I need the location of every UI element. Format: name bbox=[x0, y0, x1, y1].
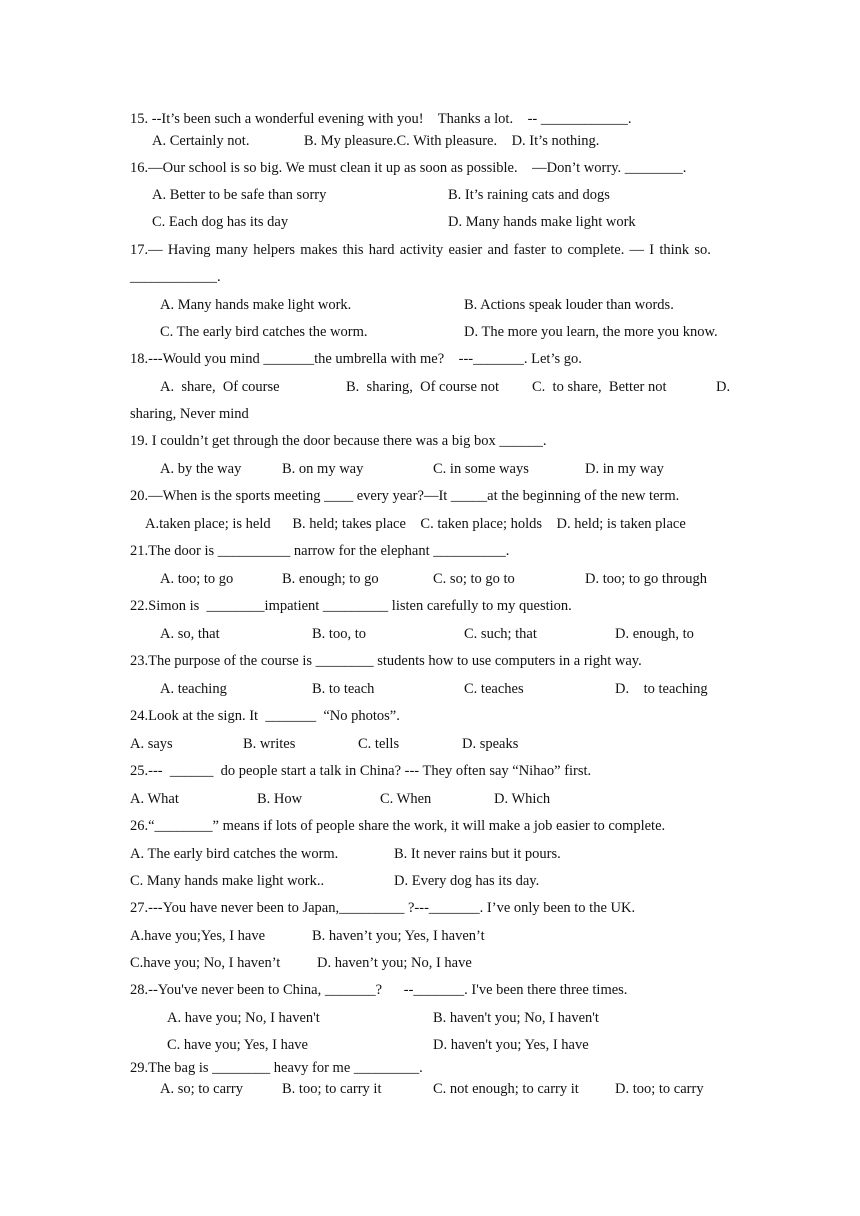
option-d: D. too; to carry bbox=[615, 1081, 704, 1097]
option-a: A. by the way bbox=[160, 461, 242, 477]
option-d: D. bbox=[716, 379, 731, 395]
option-a: A. Many hands make light work. bbox=[160, 297, 352, 313]
option-b: B. too, to bbox=[312, 626, 366, 642]
question-20: 20.—When is the sports meeting ____ every year?—It _____at the beginning of the new term. bbox=[130, 488, 680, 504]
option-d: D. to teaching bbox=[615, 681, 708, 697]
option-a: A. teaching bbox=[160, 681, 227, 697]
option-c: C. so; to go to bbox=[433, 571, 515, 587]
option-a: A. What bbox=[130, 791, 179, 807]
option-d: D. haven't you; Yes, I have bbox=[433, 1037, 589, 1053]
question-25: 25.--- ______ do people start a talk in China? --- They often say “Nihao” first. bbox=[130, 763, 592, 779]
option-b: B. How bbox=[257, 791, 303, 807]
option-d: D. Every dog has its day. bbox=[394, 873, 540, 889]
option-a: A. too; to go bbox=[160, 571, 234, 587]
option-d: D. enough, to bbox=[615, 626, 694, 642]
option-b: B. sharing, Of course not bbox=[346, 379, 500, 395]
option-d: D. in my way bbox=[585, 461, 664, 477]
question-22: 22.Simon is ________impatient _________ listen carefully to my question. bbox=[130, 598, 572, 614]
option-b: B. writes bbox=[243, 736, 296, 752]
option-a: A. have you; No, I haven't bbox=[167, 1010, 320, 1026]
option-c: C. teaches bbox=[464, 681, 524, 697]
question-17: 17.— Having many helpers makes this hard activity easier and faster to complete. — I think so. bbox=[130, 242, 711, 258]
option-c: C. in some ways bbox=[433, 461, 529, 477]
question-29: 29.The bag is ________ heavy for me _________. bbox=[130, 1060, 423, 1076]
option-a: A.have you;Yes, I have bbox=[130, 928, 266, 944]
question-15: 15. --It’s been such a wonderful evening with you! Thanks a lot. -- ____________. bbox=[130, 111, 632, 127]
option-c: C. The early bird catches the worm. bbox=[160, 324, 368, 340]
option-d: D. speaks bbox=[462, 736, 519, 752]
question-16: 16.—Our school is so big. We must clean it up as soon as possible. —Don’t worry. ________. bbox=[130, 160, 687, 176]
question-17-blank: ____________. bbox=[130, 269, 221, 285]
option-c: C. such; that bbox=[464, 626, 537, 642]
option-a: A. share, Of course bbox=[160, 379, 280, 395]
option-c: C. have you; Yes, I have bbox=[167, 1037, 308, 1053]
option-a: A. so; to carry bbox=[160, 1081, 243, 1097]
question-23: 23.The purpose of the course is ________ students how to use computers in a right way. bbox=[130, 653, 642, 669]
option-c: C. not enough; to carry it bbox=[433, 1081, 579, 1097]
option-a: A. so, that bbox=[160, 626, 220, 642]
question-15-options: A. Certainly not. B. My pleasure.C. With pleasure. D. It’s nothing. bbox=[152, 133, 600, 149]
option-d: D. too; to go through bbox=[585, 571, 708, 587]
option-b: B. It never rains but it pours. bbox=[394, 846, 561, 862]
option-b: B. enough; to go bbox=[282, 571, 379, 587]
option-d: D. haven’t you; No, I have bbox=[317, 955, 472, 971]
option-b: B. haven't you; No, I haven't bbox=[433, 1010, 599, 1026]
question-20-options: A.taken place; is held B. held; takes place C. taken place; holds D. held; is taken place bbox=[145, 516, 686, 532]
option-d-continued: sharing, Never mind bbox=[130, 406, 249, 422]
option-c: C. tells bbox=[358, 736, 400, 752]
option-d: D. Which bbox=[494, 791, 551, 807]
question-24: 24.Look at the sign. It _______ “No photos”. bbox=[130, 708, 400, 724]
option-c: C. Each dog has its day bbox=[152, 214, 289, 230]
option-b: B. Actions speak louder than words. bbox=[464, 297, 674, 313]
option-b: B. too; to carry it bbox=[282, 1081, 382, 1097]
option-c: C. to share, Better not bbox=[532, 379, 667, 395]
option-b: B. haven’t you; Yes, I haven’t bbox=[312, 928, 485, 944]
option-b: B. on my way bbox=[282, 461, 364, 477]
question-27: 27.---You have never been to Japan,_________ ?---_______. I’ve only been to the UK. bbox=[130, 900, 636, 916]
option-a: A. The early bird catches the worm. bbox=[130, 846, 339, 862]
option-a: A. says bbox=[130, 736, 173, 752]
option-c: C.have you; No, I haven’t bbox=[130, 955, 281, 971]
question-28: 28.--You've never been to China, _______? --_______. I've been there three times. bbox=[130, 982, 628, 998]
question-21: 21.The door is __________ narrow for the elephant __________. bbox=[130, 543, 510, 559]
option-a: A. Better to be safe than sorry bbox=[152, 187, 327, 203]
option-d: D. Many hands make light work bbox=[448, 214, 636, 230]
question-19: 19. I couldn’t get through the door because there was a big box ______. bbox=[130, 433, 547, 449]
question-18: 18.---Would you mind _______the umbrella with me? ---_______. Let’s go. bbox=[130, 351, 582, 367]
option-b: B. to teach bbox=[312, 681, 375, 697]
option-c: C. Many hands make light work.. bbox=[130, 873, 325, 889]
question-26: 26.“________” means if lots of people share the work, it will make a job easier to complete. bbox=[130, 818, 666, 834]
option-c: C. When bbox=[380, 791, 432, 807]
option-d: D. The more you learn, the more you know. bbox=[464, 324, 718, 340]
option-b: B. It’s raining cats and dogs bbox=[448, 187, 610, 203]
